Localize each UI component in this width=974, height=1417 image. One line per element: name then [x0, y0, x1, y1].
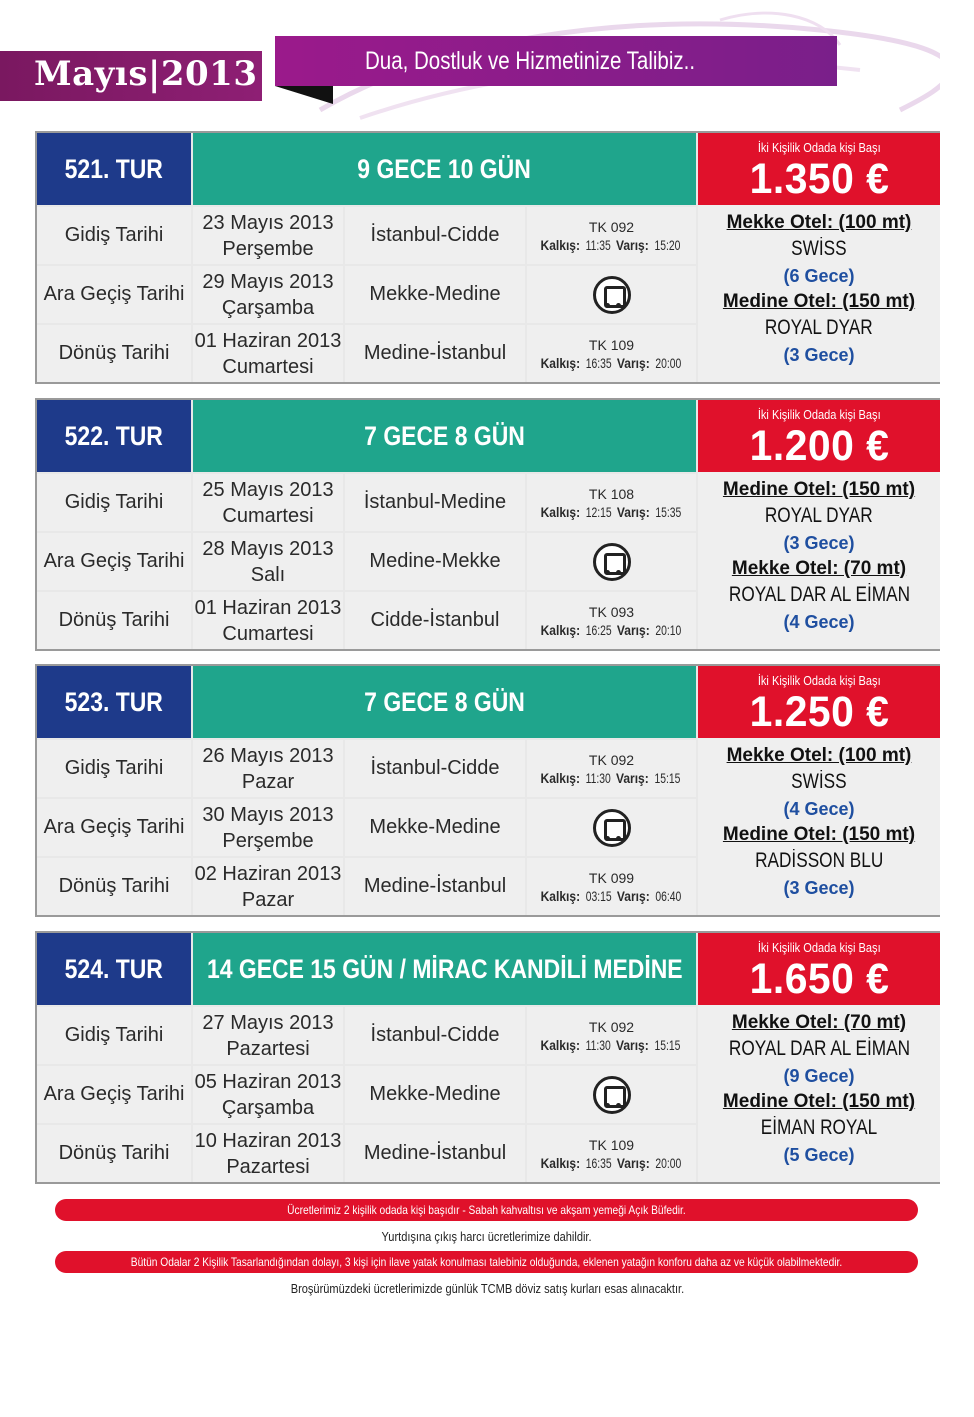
date-cell	[193, 325, 343, 382]
route: İstanbul-Cidde	[345, 207, 525, 264]
hotel-info	[698, 472, 940, 649]
price-caption: İki Kişilik Odada kişi Başı	[757, 140, 881, 155]
flight-times: Kalkış: 16:35 Varış: 20:00	[540, 1154, 681, 1171]
hotel-nights: (3 Gece)	[783, 533, 855, 553]
row-label: Ara Geçiş Tarihi	[37, 533, 191, 590]
departure-time: 11:30	[585, 1036, 611, 1053]
tour-duration: 9 GECE 10 GÜN	[193, 133, 696, 205]
note-exchange: Broşürümüzdeki ücretlerimizde günlük TCMB döviz satış kurları esas alınacaktır.	[290, 1281, 684, 1296]
tour-header	[37, 400, 938, 472]
hotel-title: Medine Otel: (150 mt)	[722, 291, 916, 312]
row-label: Dönüş Tarihi	[37, 592, 191, 649]
tour-header	[37, 933, 938, 1005]
date: 30 Mayıs 2013	[202, 803, 334, 826]
row-label: Gidiş Tarihi	[37, 1007, 191, 1064]
table-row	[37, 474, 698, 531]
route: Medine-İstanbul	[345, 325, 525, 382]
date-cell	[193, 533, 343, 590]
price: 1.200 €	[749, 422, 889, 470]
row-label: Dönüş Tarihi	[37, 1125, 191, 1182]
flight-info	[527, 207, 696, 264]
table-row	[37, 799, 698, 856]
hotel-info	[698, 1005, 940, 1182]
tour-duration: 14 GECE 15 GÜN / MİRAC KANDİLİ MEDİNE	[193, 933, 696, 1005]
weekday: Pazar	[241, 770, 295, 793]
note-rooms: Bütün Odalar 2 Kişilik Tasarlandığından dolayı, 3 kişi için ilave yatak konulması talebiniz olduğunda, eklenen yatağın konforu daha az ve küçük olabilmektedir.	[55, 1251, 918, 1273]
weekday: Pazartesi	[226, 1155, 310, 1178]
weekday: Pazartesi	[226, 1037, 310, 1060]
price-box	[698, 133, 940, 205]
slogan-band-shadow	[275, 86, 333, 104]
tour-number: 521. TUR	[37, 133, 191, 205]
flight-number: TK 109	[588, 1136, 635, 1153]
table-row	[37, 592, 698, 649]
table-row	[37, 207, 698, 264]
price-box	[698, 933, 940, 1005]
hotel-nights: (6 Gece)	[783, 266, 855, 286]
tour-block	[35, 664, 940, 917]
hotel-title: Mekke Otel: (70 mt)	[731, 1012, 907, 1033]
row-label: Ara Geçiş Tarihi	[37, 266, 191, 323]
tour-block	[35, 131, 940, 384]
departure-time: 12:15	[585, 503, 612, 520]
price-caption: İki Kişilik Odada kişi Başı	[757, 407, 881, 422]
row-label: Gidiş Tarihi	[37, 740, 191, 797]
price: 1.350 €	[749, 155, 889, 203]
row-label: Gidiş Tarihi	[37, 207, 191, 264]
route: İstanbul-Cidde	[345, 740, 525, 797]
date: 26 Mayıs 2013	[202, 744, 334, 767]
row-label: Dönüş Tarihi	[37, 325, 191, 382]
date: 29 Mayıs 2013	[202, 270, 334, 293]
route: Mekke-Medine	[345, 266, 525, 323]
weekday: Çarşamba	[221, 1096, 315, 1119]
flight-number: TK 108	[588, 485, 635, 502]
hotel-nights: (4 Gece)	[783, 612, 855, 632]
month-title: Mayıs|2013	[34, 54, 258, 94]
flight-times: Kalkış: 16:35 Varış: 20:00	[540, 354, 681, 371]
route: Medine-İstanbul	[345, 858, 525, 915]
date: 05 Haziran 2013	[194, 1070, 342, 1093]
bus-icon	[593, 543, 631, 581]
arrival-time: 20:10	[654, 621, 681, 638]
date-cell	[193, 1066, 343, 1123]
transfer-mode	[527, 799, 696, 856]
hotel-info	[698, 205, 940, 382]
departure-time: 11:30	[585, 769, 611, 786]
flight-number: TK 093	[588, 603, 635, 620]
flight-number: TK 092	[588, 1018, 635, 1035]
route: Mekke-Medine	[345, 1066, 525, 1123]
flight-times: Kalkış: 11:30 Varış: 15:15	[540, 1036, 681, 1053]
arrival-time: 15:15	[654, 1036, 681, 1053]
hotel-name: EİMAN ROYAL	[760, 1116, 878, 1139]
price: 1.650 €	[749, 955, 889, 1003]
weekday: Perşembe	[222, 237, 314, 260]
hotel-name: ROYAL DYAR	[765, 504, 873, 527]
slogan: Dua, Dostluk ve Hizmetinize Talibiz..	[365, 47, 696, 75]
date: 01 Haziran 2013	[194, 329, 342, 352]
date-cell	[193, 858, 343, 915]
tour-block	[35, 931, 940, 1184]
date-cell	[193, 474, 343, 531]
flight-times: Kalkış: 11:35 Varış: 15:20	[540, 236, 681, 253]
arrival-time: 15:15	[654, 769, 681, 786]
hotel-title: Mekke Otel: (100 mt)	[726, 212, 912, 233]
table-row	[37, 325, 698, 382]
flight-number: TK 109	[588, 336, 635, 353]
departure-time: 16:25	[585, 621, 612, 638]
arrival-time: 20:00	[654, 354, 681, 371]
flight-times: Kalkış: 03:15 Varış: 06:40	[540, 887, 681, 904]
flight-info	[527, 592, 696, 649]
hotel-name: ROYAL DAR AL EİMAN	[728, 583, 910, 606]
flight-number: TK 092	[588, 218, 635, 235]
arrival-time: 20:00	[654, 1154, 681, 1171]
hotel-name: ROYAL DAR AL EİMAN	[728, 1037, 910, 1060]
date-cell	[193, 592, 343, 649]
hotel-title: Medine Otel: (150 mt)	[722, 1091, 916, 1112]
row-label: Dönüş Tarihi	[37, 858, 191, 915]
flight-times: Kalkış: 12:15 Varış: 15:35	[540, 503, 681, 520]
arrival-time: 15:35	[654, 503, 681, 520]
transfer-mode	[527, 266, 696, 323]
table-row	[37, 266, 698, 323]
departure-time: 16:35	[585, 354, 612, 371]
route: Cidde-İstanbul	[345, 592, 525, 649]
hotel-info	[698, 738, 940, 915]
hotel-nights: (5 Gece)	[783, 1145, 855, 1165]
tour-number: 522. TUR	[37, 400, 191, 472]
flight-number: TK 099	[588, 869, 635, 886]
weekday: Cumartesi	[222, 355, 314, 378]
date-cell	[193, 799, 343, 856]
tour-duration: 7 GECE 8 GÜN	[193, 666, 696, 738]
arrival-time: 15:20	[654, 236, 681, 253]
hotel-title: Mekke Otel: (70 mt)	[731, 558, 907, 579]
date: 23 Mayıs 2013	[202, 211, 334, 234]
price: 1.250 €	[749, 688, 889, 736]
route: Medine-İstanbul	[345, 1125, 525, 1182]
flight-times: Kalkış: 11:30 Varış: 15:15	[540, 769, 681, 786]
weekday: Cumartesi	[222, 622, 314, 645]
bus-icon	[593, 809, 631, 847]
note-pricing: Ücretlerimiz 2 kişilik odada kişi başıdır - Sabah kahvaltısı ve akşam yemeği Açık Büfedir.	[55, 1199, 918, 1221]
note-tax: Yurtdışına çıkış harcı ücretlerimize dahildir.	[381, 1229, 593, 1244]
bus-icon	[593, 276, 631, 314]
arrival-time: 06:40	[654, 887, 681, 904]
date-cell	[193, 1125, 343, 1182]
date-cell	[193, 207, 343, 264]
tour-number: 524. TUR	[37, 933, 191, 1005]
route: Medine-Mekke	[345, 533, 525, 590]
tour-header	[37, 666, 938, 738]
departure-time: 03:15	[585, 887, 612, 904]
hotel-nights: (9 Gece)	[783, 1066, 855, 1086]
date-cell	[193, 740, 343, 797]
weekday: Perşembe	[222, 829, 314, 852]
price-box	[698, 400, 940, 472]
price-caption: İki Kişilik Odada kişi Başı	[757, 940, 881, 955]
price-caption: İki Kişilik Odada kişi Başı	[757, 673, 881, 688]
hotel-name: SWİSS	[791, 237, 847, 260]
row-label: Gidiş Tarihi	[37, 474, 191, 531]
date: 01 Haziran 2013	[194, 596, 342, 619]
hotel-title: Medine Otel: (150 mt)	[722, 824, 916, 845]
date: 25 Mayıs 2013	[202, 478, 334, 501]
date-cell	[193, 266, 343, 323]
route: İstanbul-Cidde	[345, 1007, 525, 1064]
flight-info	[527, 474, 696, 531]
table-row	[37, 1066, 698, 1123]
flight-info	[527, 740, 696, 797]
departure-time: 11:35	[585, 236, 611, 253]
price-box	[698, 666, 940, 738]
hotel-nights: (4 Gece)	[783, 799, 855, 819]
table-row	[37, 1125, 698, 1182]
row-label: Ara Geçiş Tarihi	[37, 799, 191, 856]
date: 27 Mayıs 2013	[202, 1011, 334, 1034]
date: 28 Mayıs 2013	[202, 537, 334, 560]
weekday: Çarşamba	[221, 296, 315, 319]
tour-duration: 7 GECE 8 GÜN	[193, 400, 696, 472]
table-row	[37, 1007, 698, 1064]
flight-number: TK 092	[588, 751, 635, 768]
flight-times: Kalkış: 16:25 Varış: 20:10	[540, 621, 681, 638]
table-row	[37, 858, 698, 915]
hotel-title: Medine Otel: (150 mt)	[722, 479, 916, 500]
bus-icon	[593, 1076, 631, 1114]
row-label: Ara Geçiş Tarihi	[37, 1066, 191, 1123]
transfer-mode	[527, 1066, 696, 1123]
weekday: Salı	[250, 563, 286, 586]
date-cell	[193, 1007, 343, 1064]
date: 02 Haziran 2013	[194, 862, 342, 885]
hotel-name: ROYAL DYAR	[765, 316, 873, 339]
hotel-nights: (3 Gece)	[783, 345, 855, 365]
table-row	[37, 533, 698, 590]
date: 10 Haziran 2013	[194, 1129, 342, 1152]
hotel-name: SWİSS	[791, 770, 847, 793]
flight-info	[527, 858, 696, 915]
hotel-name: RADİSSON BLU	[754, 849, 884, 872]
tour-header	[37, 133, 938, 205]
route: İstanbul-Medine	[345, 474, 525, 531]
flight-info	[527, 325, 696, 382]
tour-number: 523. TUR	[37, 666, 191, 738]
departure-time: 16:35	[585, 1154, 612, 1171]
hotel-nights: (3 Gece)	[783, 878, 855, 898]
transfer-mode	[527, 533, 696, 590]
flight-info	[527, 1007, 696, 1064]
tour-block	[35, 398, 940, 651]
flight-info	[527, 1125, 696, 1182]
weekday: Cumartesi	[222, 504, 314, 527]
weekday: Pazar	[241, 888, 295, 911]
route: Mekke-Medine	[345, 799, 525, 856]
table-row	[37, 740, 698, 797]
hotel-title: Mekke Otel: (100 mt)	[726, 745, 912, 766]
